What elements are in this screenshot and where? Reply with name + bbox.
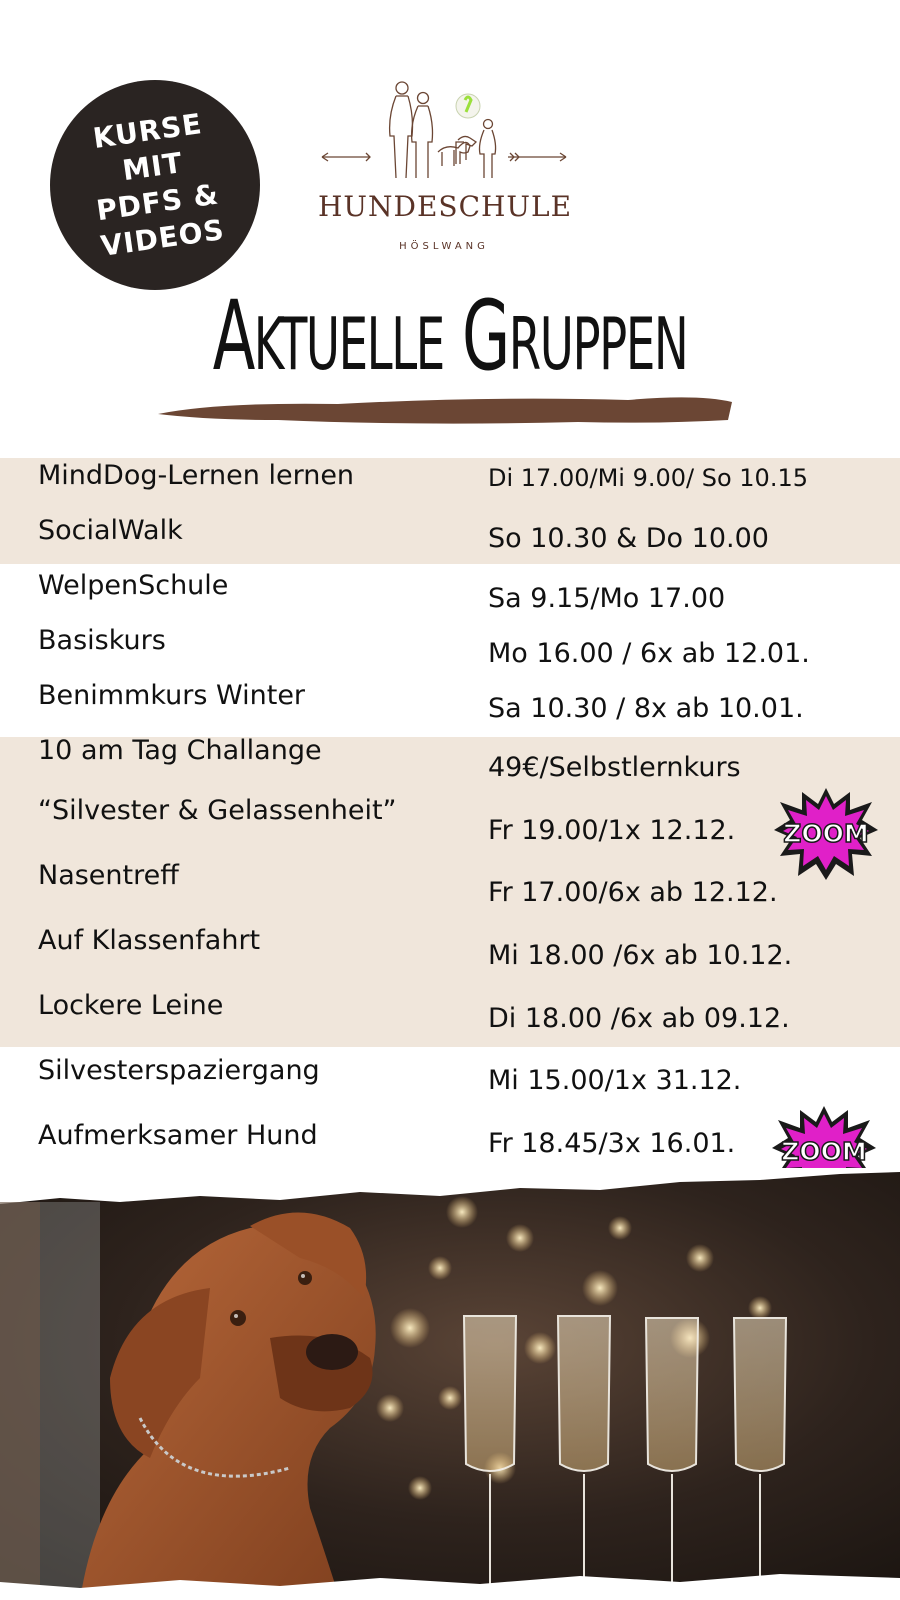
course-time: Mi 18.00 /6x ab 10.12. <box>488 940 793 971</box>
zoom-label: ZOOM <box>781 1137 867 1166</box>
course-name: Lockere Leine <box>38 990 224 1021</box>
course-name: Silvesterspaziergang <box>38 1055 320 1086</box>
title-initial: G <box>462 280 509 392</box>
family-dog-illustration-icon <box>318 78 570 188</box>
logo-place: HÖSLWANG <box>399 241 489 252</box>
table-row <box>0 515 900 569</box>
badge-line: MIT <box>120 146 185 188</box>
course-name: SocialWalk <box>38 515 183 546</box>
course-time: Fr 18.45/3x 16.01. <box>488 1128 736 1159</box>
course-time: Fr 17.00/6x ab 12.12. <box>488 877 778 908</box>
table-row <box>0 1055 900 1109</box>
course-name: Benimmkurs Winter <box>38 680 306 711</box>
course-time: Sa 9.15/Mo 17.00 <box>488 583 726 614</box>
course-name: WelpenSchule <box>38 570 229 601</box>
table-row <box>0 1120 900 1174</box>
course-name: 10 am Tag Challange <box>38 735 322 766</box>
brush-stroke-divider <box>158 394 734 428</box>
logo-name: HUNDESCHULE <box>318 190 573 223</box>
zoom-label: ZOOM <box>783 819 869 848</box>
course-name: Basiskurs <box>38 625 166 656</box>
table-row <box>0 990 900 1044</box>
table-row <box>0 735 900 789</box>
title-rest: KTUELLE <box>253 302 444 386</box>
course-name: Aufmerksamer Hund <box>38 1120 318 1151</box>
course-time: Di 18.00 /6x ab 09.12. <box>488 1003 790 1034</box>
course-name: MindDog-Lernen lernen <box>38 460 355 491</box>
table-row <box>0 860 900 914</box>
course-time: So 10.30 & Do 10.00 <box>488 523 769 554</box>
zoom-sticker-icon <box>772 786 880 882</box>
table-row <box>0 460 900 514</box>
course-time: Mo 16.00 / 6x ab 12.01. <box>488 638 810 669</box>
course-name: “Silvester & Gelassenheit” <box>38 795 397 826</box>
course-badge <box>50 80 260 290</box>
school-logo <box>318 78 573 258</box>
table-row <box>0 625 900 679</box>
course-time: Mi 15.00/1x 31.12. <box>488 1065 742 1096</box>
course-time: Fr 19.00/1x 12.12. <box>488 815 736 846</box>
course-time: Sa 10.30 / 8x ab 10.01. <box>488 693 804 724</box>
title-initial: A <box>212 280 254 392</box>
course-time: 49€/Selbstlernkurs <box>488 752 741 783</box>
page-title <box>126 280 774 392</box>
title-rest: RUPPEN <box>508 302 688 386</box>
table-row <box>0 795 900 849</box>
dog-champagne-photo <box>0 1168 900 1600</box>
badge-line: VIDEOS <box>98 212 227 263</box>
badge-line: KURSE <box>90 107 205 156</box>
course-time: Di 17.00/Mi 9.00/ So 10.15 <box>488 464 808 492</box>
course-name: Auf Klassenfahrt <box>38 925 261 956</box>
badge-line: PDFS & <box>94 177 221 228</box>
table-row <box>0 680 900 734</box>
table-row <box>0 570 900 624</box>
course-name: Nasentreff <box>38 860 179 891</box>
table-row <box>0 925 900 979</box>
